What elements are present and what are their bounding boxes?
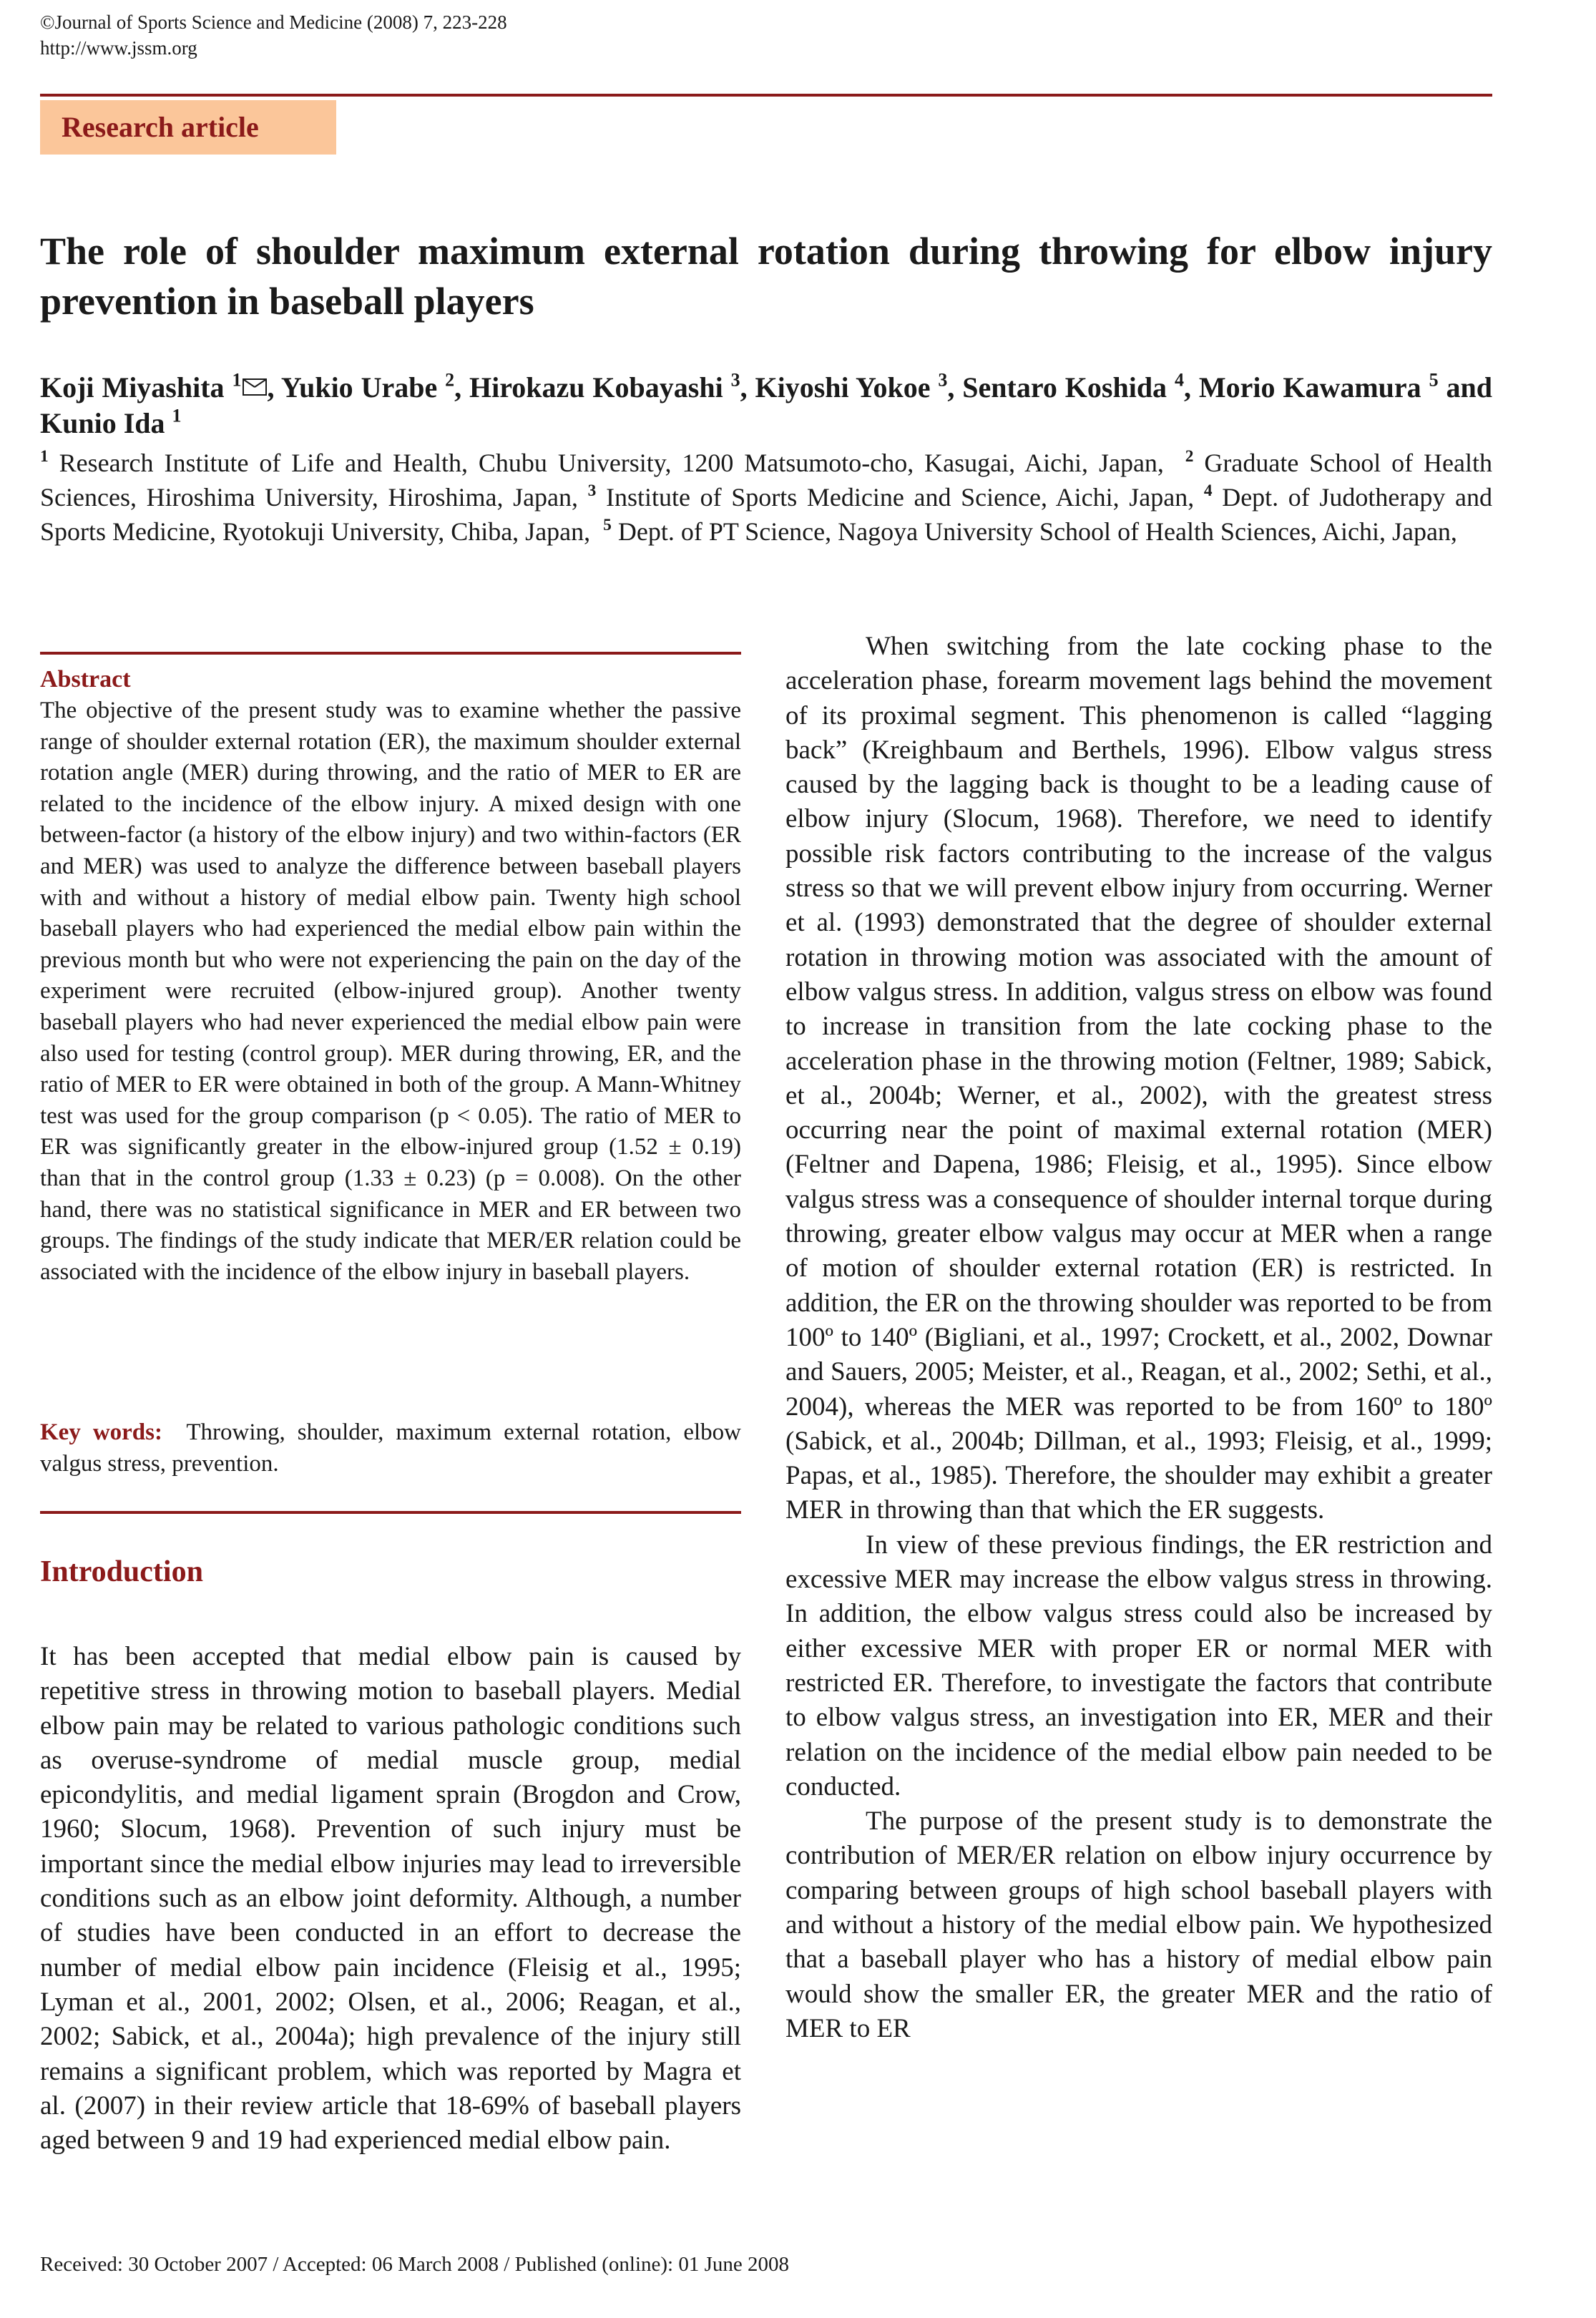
abstract-bottom-rule	[40, 1511, 741, 1514]
introduction-paragraph-1: It has been accepted that medial elbow pain is caused by repetitive stress in throwing motion to baseball players. Medial elbow pain may be related to various pathologic conditions such as overuse-syndrome of medial muscle group, medial epicondylitis, and medial ligament sprain (Brogdon and Crow, 1960; Slocum, 1968). Prevention of such injury must be important since the medial elbow injuries may lead to irreversible conditions such as an elbow joint deformity. Although, a number of studies have been conducted in an effort to decrease the number of medial elbow pain incidence (Fleisig et al., 1995; Lyman et al., 2001, 2002; Olsen, et al., 2006; Reagan, et al., 2002; Sabick, et al., 2004a); high prevalence of the injury still remains a significant problem, which was reported by Magra et al. (2007) in their review article that 18-69% of baseball players aged between 9 and 19 had experienced medial elbow pain.	[40, 1642, 741, 2156]
keywords-text: Throwing, shoulder, maximum external rotation, elbow valgus stress, prevention.	[40, 1419, 741, 1477]
introduction-paragraph-4: The purpose of the present study is to demonstrate the contribution of MER/ER relation on elbow injury occurrence by comparing between groups of high school baseball players with and without a history of the medial elbow pain. We hypothesized that a baseball player who has a history of medial elbow pain would show the smaller ER, the greater MER and the ratio of MER to ER	[785, 1806, 1492, 2043]
journal-url[interactable]: http://www.jssm.org	[40, 37, 197, 59]
envelope-icon	[243, 378, 267, 396]
keywords-label: Key words:	[40, 1419, 162, 1445]
article-title: The role of shoulder maximum external rotation during throwing for elbow injury prevention in baseball players	[40, 230, 1492, 323]
author-list: Koji Miyashita $^1$ , Yukio Urabe $^2$, Hirokazu Kobayashi $^3$, Kiyoshi Yokoe $^3$, Sentaro Koshida $^4$, Morio Kawamura $^5$ and Kunio Ida $^1$	[40, 369, 1492, 439]
introduction-heading: Introduction	[40, 1555, 203, 1588]
affiliations: $^1$ Research Institute of Life and Health, Chubu University, 1200 Matsumoto-cho, Kasugai, Aichi, Japan, $^2$ Graduate School of Health Sciences, Hiroshima University, Hiroshima, Japan, $^3$ Institute of Sports Medicine and Science, Aichi, Japan, $^4$ Dept. of Judotherapy and Sports Medicine, Ryotokuji University, Chiba, Japan, $^5$ Dept. of PT Science, Nagoya University School of Health Sciences, Aichi, Japan,	[40, 446, 1492, 546]
received-dates: Received: 30 October 2007 / Accepted: 06 March 2008 / Published (online): 01 June 2008	[40, 2253, 790, 2276]
abstract-heading: Abstract	[40, 666, 131, 693]
right-column	[785, 630, 1492, 2046]
abstract-top-rule	[40, 652, 741, 655]
introduction-paragraph-3: In view of these previous findings, the ER restriction and excessive MER may increase the elbow valgus stress in throwing. In addition, the elbow valgus stress could also be increased by either excessive MER with proper ER or normal MER with restricted ER. Therefore, to investigate the factors that contribute to elbow valgus stress, an investigation into ER, MER and their relation on the incidence of the medial elbow pain needed to be conducted.	[785, 1530, 1492, 1801]
keywords	[40, 1417, 741, 1480]
header-rule	[40, 94, 1492, 97]
introduction-paragraph-2: When switching from the late cocking phase to the acceleration phase, forearm movement lags behind the movement of its proximal segment. This phenomenon is called “lagging back” (Kreighbaum and Berthels, 1996). Elbow valgus stress caused by the lagging back is thought to be a leading cause of elbow injury (Slocum, 1968). Therefore, we need to identify possible risk factors contributing to the increase of the valgus stress so that we will prevent elbow injury from occurring. Werner et al. (1993) demonstrated that the degree of shoulder external rotation in throwing motion was associated with the amount of elbow valgus stress. In addition, valgus stress on elbow was found to increase in transition from the late cocking phase to the acceleration phase in the throwing motion (Feltner, 1989; Sabick, et al., 2004b; Werner, et al., 2002), with the greatest stress occurring near the point of maximal external rotation (MER) (Feltner and Dapena, 1986; Fleisig, et al., 1995). Since elbow valgus stress was a consequence of shoulder internal torque during throwing, greater elbow valgus may occur at MER when a range of motion of shoulder external rotation (ER) is restricted. In addition, the ER on the throwing shoulder was reported to be from 100º to 140º (Bigliani, et al., 1997; Crockett, et al., 2002, Downar and Sauers, 2005; Meister, et al., Reagan, et al., 2002; Sethi, et al., 2004), whereas the MER was reported to be from 160º to 180º (Sabick, et al., 2004b; Dillman, et al., 1993; Fleisig, et al., 1999; Papas, et al., 1985). Therefore, the shoulder may exhibit a greater MER in throwing than that which the ER suggests.	[785, 632, 1492, 1525]
journal-citation: ©Journal of Sports Science and Medicine (2008) 7, 223-228	[40, 11, 507, 33]
article-type-label: Research article	[62, 111, 259, 143]
abstract-text: The objective of the present study was to examine whether the passive range of shoulder external rotation (ER), the maximum shoulder external rotation angle (MER) during throwing, and the ratio of MER to ER are related to the incidence of the elbow injury. A mixed design with one between-factor (a history of the elbow injury) and two within-factors (ER and MER) was used to analyze the difference between baseball players with and without a history of medial elbow pain. Twenty high school baseball players who had experienced the medial elbow pain within the previous month but who were not experiencing the pain on the day of the experiment were recruited (elbow-injured group). Another twenty baseball players who had never experienced the medial elbow pain were also used for testing (control group). MER during throwing, ER, and the ratio of MER to ER were obtained in both of the group. A Mann-Whitney test was used for the group comparison (p < 0.05). The ratio of MER to ER was significantly greater in the elbow-injured group (1.52 ± 0.19) than that in the control group (1.33 ± 0.23) (p = 0.008). On the other hand, there was no statistical significance in MER and ER between two groups. The findings of the study indicate that MER/ER relation could be associated with the incidence of the elbow injury in baseball players.	[40, 698, 741, 1285]
article-type-badge	[40, 100, 336, 155]
